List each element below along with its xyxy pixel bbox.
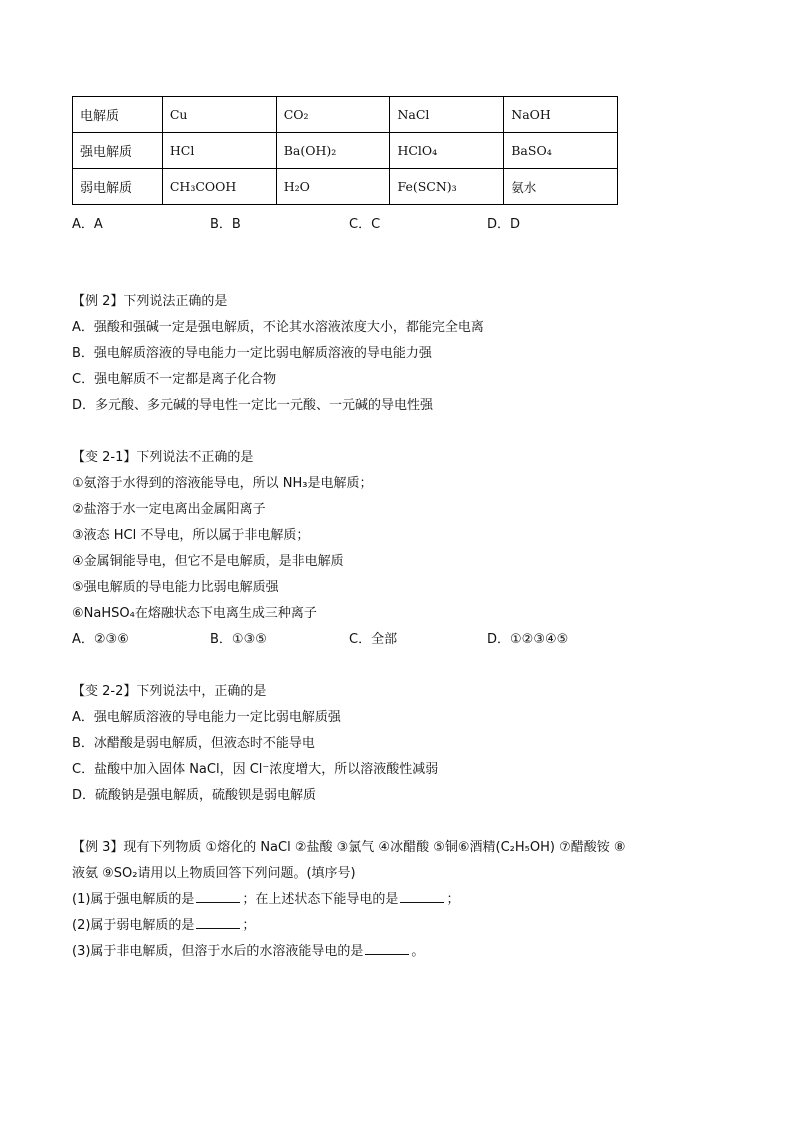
ex3-q1-middle: ；在上述状态下能导电的是 xyxy=(242,892,399,907)
var21-question-text: 下列说法不正确的是 xyxy=(136,450,254,465)
answer-blank-1a[interactable] xyxy=(196,890,240,903)
ex1-option-d[interactable]: D．D xyxy=(487,217,521,232)
table-cell: NaOH xyxy=(504,97,618,133)
table-cell: Fe(SCN)₃ xyxy=(390,169,504,205)
ex1-option-a[interactable]: A．A xyxy=(72,217,103,232)
ex2-question-text: 下列说法正确的是 xyxy=(123,294,228,309)
table-cell: CO₂ xyxy=(276,97,390,133)
ex2-option-c[interactable]: C．强电解质不一定都是离子化合物 xyxy=(72,372,277,387)
var21-item: ②盐溶于水一定电离出金属阳离子 xyxy=(72,502,266,517)
ex2-question xyxy=(72,290,227,309)
var21-option-d[interactable]: D．①②③④⑤ xyxy=(487,632,569,647)
answer-blank-2[interactable] xyxy=(196,916,240,929)
table-cell: 氨水 xyxy=(504,169,618,205)
table-cell: NaCl xyxy=(390,97,504,133)
ex2-option-b[interactable]: B．强电解质溶液的导电能力一定比弱电解质溶液的导电能力强 xyxy=(72,346,432,361)
ex3-q1-prefix: (1)属于强电解质的是 xyxy=(72,892,195,907)
var21-label: 【变 2-1】 xyxy=(72,450,137,465)
var21-option-a[interactable]: A．②③⑥ xyxy=(72,632,129,647)
var21-item: ③液态 HCl 不导电，所以属于非电解质； xyxy=(72,528,310,543)
table-cell: 弱电解质 xyxy=(73,169,163,205)
var22-option-c[interactable]: C．盐酸中加入固体 NaCl，因 Cl⁻浓度增大，所以溶液酸性减弱 xyxy=(72,762,439,777)
ex3-label: 【例 3】 xyxy=(72,840,124,855)
ex3-line1 xyxy=(72,836,626,855)
table-row xyxy=(73,133,618,169)
ex3-line2: 液氨 ⑨SO₂请用以上物质回答下列问题。(填序号) xyxy=(72,866,356,881)
var22-question xyxy=(72,680,266,699)
ex1-option-c[interactable]: C．C xyxy=(349,217,381,232)
table-cell: 电解质 xyxy=(73,97,163,133)
ex3-q2-end: ； xyxy=(242,918,256,933)
ex3-q2-prefix: (2)属于弱电解质的是 xyxy=(72,918,195,933)
var21-item: ⑤强电解质的导电能力比弱电解质强 xyxy=(72,580,279,595)
table-cell: HCl xyxy=(162,133,276,169)
var21-question xyxy=(72,446,253,465)
answer-blank-3[interactable] xyxy=(365,942,409,955)
var22-question-text: 下列说法中，正确的是 xyxy=(136,684,267,699)
ex3-question-1 xyxy=(72,888,459,907)
var22-option-b[interactable]: B．冰醋酸是弱电解质，但液态时不能导电 xyxy=(72,736,315,751)
var21-option-b[interactable]: B．①③⑤ xyxy=(210,632,267,647)
table-row xyxy=(73,97,618,133)
var21-item: ④金属铜能导电，但它不是电解质，是非电解质 xyxy=(72,554,344,569)
ex2-option-d[interactable]: D．多元酸、多元碱的导电性一定比一元酸、一元碱的导电性强 xyxy=(72,398,434,413)
var22-label: 【变 2-2】 xyxy=(72,684,137,699)
electrolyte-table xyxy=(72,96,618,205)
var21-item: ①氨溶于水得到的溶液能导电，所以 NH₃是电解质； xyxy=(72,476,373,491)
table-cell: Cu xyxy=(162,97,276,133)
ex3-text-1: 现有下列物质 ①熔化的 NaCl ②盐酸 ③氯气 ④冰醋酸 ⑤铜⑥酒精(C₂H₅OH) ⑦醋酸铵 ⑧ xyxy=(123,840,626,855)
ex3-q3-end: 。 xyxy=(411,944,425,959)
ex3-q1-end: ； xyxy=(446,892,460,907)
answer-blank-1b[interactable] xyxy=(400,890,444,903)
var22-option-a[interactable]: A．强电解质溶液的导电能力一定比弱电解质强 xyxy=(72,710,341,725)
ex3-q3-prefix: (3)属于非电解质，但溶于水后的水溶液能导电的是 xyxy=(72,944,364,959)
table-cell: CH₃COOH xyxy=(162,169,276,205)
table-cell: H₂O xyxy=(276,169,390,205)
var22-option-d[interactable]: D．硫酸钠是强电解质，硫酸钡是弱电解质 xyxy=(72,788,317,803)
ex2-label: 【例 2】 xyxy=(72,294,124,309)
ex3-question-3 xyxy=(72,940,424,959)
var21-option-c[interactable]: C．全部 xyxy=(349,632,398,647)
var21-item: ⑥NaHSO₄在熔融状态下电离生成三种离子 xyxy=(72,606,317,621)
table-cell: BaSO₄ xyxy=(504,133,618,169)
table-row xyxy=(73,169,618,205)
ex2-option-a[interactable]: A．强酸和强碱一定是强电解质，不论其水溶液浓度大小，都能完全电离 xyxy=(72,320,484,335)
ex3-question-2 xyxy=(72,914,255,933)
ex1-option-b[interactable]: B．B xyxy=(210,217,241,232)
table-cell: 强电解质 xyxy=(73,133,163,169)
table-cell: HClO₄ xyxy=(390,133,504,169)
table-cell: Ba(OH)₂ xyxy=(276,133,390,169)
